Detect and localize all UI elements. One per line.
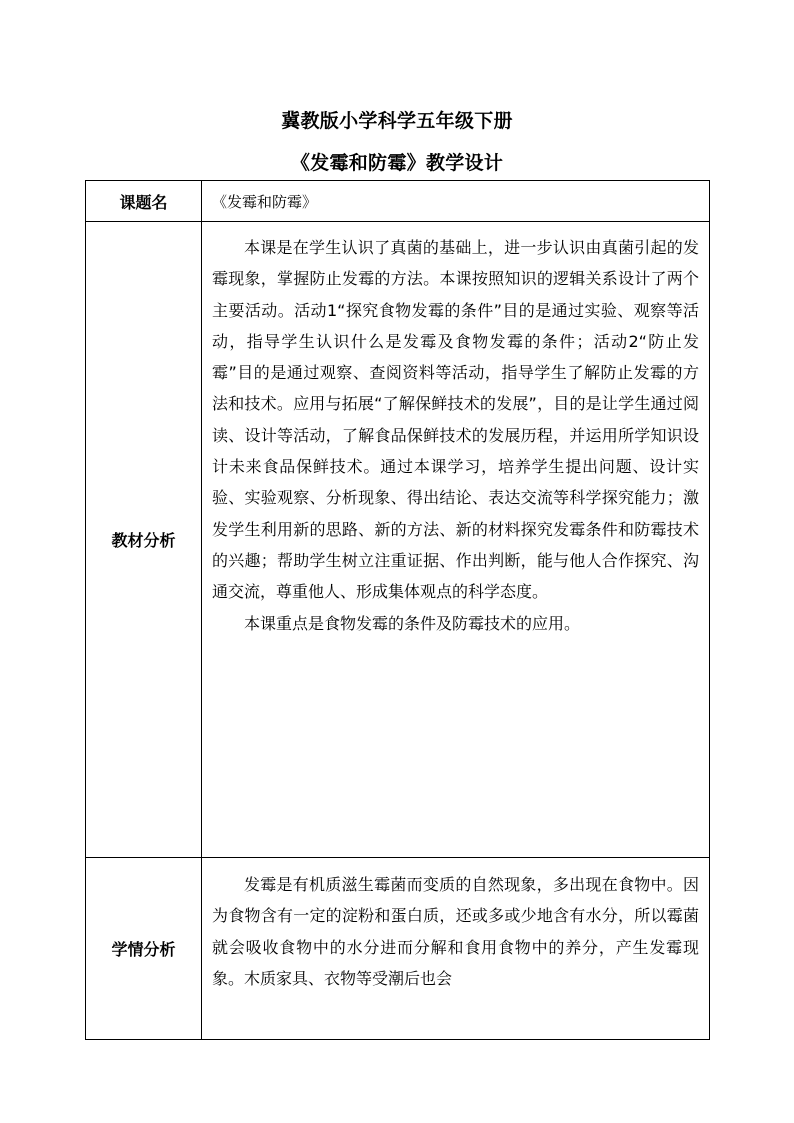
label-textbook-analysis: 教材分析 — [86, 222, 202, 858]
student-analysis-paragraph: 发霉是有机质滋生霉菌而变质的自然现象，多出现在食物中。因为食物含有一定的淀粉和蛋白质，还或多或少地含有水分，所以霉菌就会吸收食物中的水分进而分解和食用食物中的养分，产生发霉现象。木质家具、衣物等受潮后也会 — [212, 875, 699, 988]
document-subtitle: 《发霉和防霉》教学设计 — [290, 152, 504, 174]
label-course-name: 课题名 — [86, 181, 202, 222]
student-analysis-content — [202, 858, 710, 1040]
table-row-course-name — [86, 181, 710, 222]
analysis-paragraph: 本课是在学生认识了真菌的基础上，进一步认识由真菌引起的发霉现象，掌握防止发霉的方法。本课按照知识的逻辑关系设计了两个主要活动。活动1“探究食物发霉的条件”目的是通过实验、观察等活动，指导学生认识什么是发霉及食物发霉的条件；活动2“防止发霉”目的是通过观察、查阅资料等活动，指导学生了解防止发霉的方法和技术。应用与拓展“了解保鲜技术的发展”，目的是让学生通过阅读、设计等活动，了解食品保鲜技术的发展历程，并运用所学知识设计未来食品保鲜技术。通过本课学习，培养学生提出问题、设计实验、实验观察、分析现象、得出结论、表达交流等科学探究能力；激发学生利用新的思路、新的方法、新的材料探究发霉条件和防霉技术的兴趣；帮助学生树立注重证据、作出判断，能与他人合作探究、沟通交流，尊重他人、形成集体观点的科学态度。 — [212, 238, 699, 602]
table-row-student-analysis — [86, 858, 710, 1040]
course-name-value: 《发霉和防霉》 — [202, 181, 710, 222]
document-title: 冀教版小学科学五年级下册 — [281, 110, 513, 132]
lesson-plan-table — [85, 180, 710, 1040]
table-row-textbook-analysis — [86, 222, 710, 858]
label-student-analysis: 学情分析 — [86, 858, 202, 1040]
analysis-key-point: 本课重点是食物发霉的条件及防霉技术的应用。 — [244, 613, 581, 633]
textbook-analysis-content — [202, 222, 710, 858]
